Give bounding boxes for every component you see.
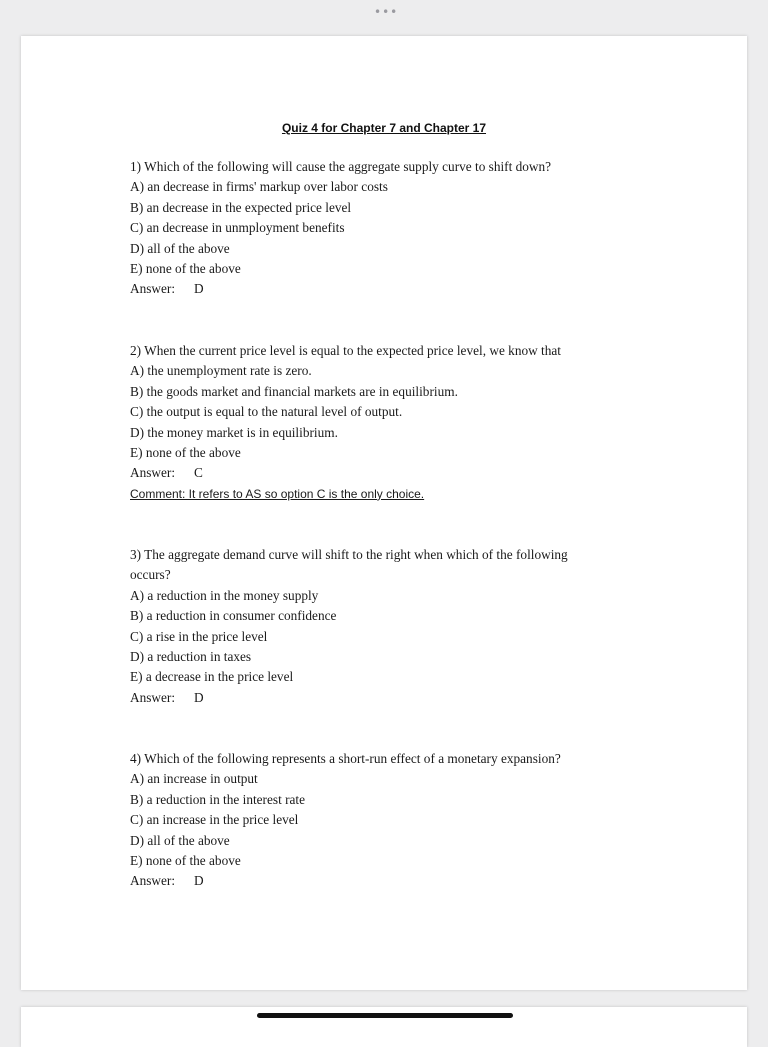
option-b: B) the goods market and financial markets are in equilibrium. — [130, 383, 458, 399]
option-e: E) none of the above — [130, 853, 241, 869]
option-b: B) an decrease in the expected price level — [130, 199, 352, 215]
option-d: D) a reduction in taxes — [130, 649, 252, 665]
question-2 — [130, 341, 630, 504]
question-1 — [130, 157, 630, 300]
question-stem: 4) Which of the following represents a short-run effect of a monetary expansion? — [130, 751, 561, 766]
answer-label: Answer: — [130, 689, 176, 705]
answer-row — [130, 871, 630, 891]
question-4 — [130, 749, 630, 892]
option-e: E) a decrease in the price level — [130, 669, 294, 685]
answer-label: Answer: — [130, 873, 176, 889]
answer-row — [130, 463, 630, 483]
answer-label: Answer: — [130, 465, 176, 481]
question-3 — [130, 545, 630, 708]
answer-label: Answer: — [130, 281, 176, 297]
document-title: Quiz 4 for Chapter 7 and Chapter 17 — [281, 121, 487, 135]
option-c: C) an decrease in unmployment benefits — [130, 220, 345, 236]
answer-value: D — [194, 281, 204, 297]
option-e: E) none of the above — [130, 261, 241, 277]
home-indicator[interactable] — [257, 1013, 513, 1018]
option-a: A) an increase in output — [130, 771, 258, 787]
document-page — [21, 36, 747, 990]
answer-comment: Comment: It refers to AS so option C is the only choice. — [130, 486, 425, 501]
option-d: D) all of the above — [130, 832, 230, 848]
option-c: C) the output is equal to the natural level of output. — [130, 404, 403, 420]
answer-row — [130, 279, 630, 299]
option-a: A) an decrease in firms' markup over labor costs — [130, 179, 388, 195]
option-d: D) all of the above — [130, 240, 230, 256]
more-options-icon[interactable]: ••• — [374, 5, 399, 19]
option-c: C) a rise in the price level — [130, 628, 268, 644]
answer-value: D — [194, 873, 204, 889]
question-stem: 2) When the current price level is equal to the expected price level, we know that — [130, 343, 561, 358]
question-stem-line-1: 3) The aggregate demand curve will shift to the right when which of the following — [130, 547, 568, 562]
option-a: A) a reduction in the money supply — [130, 587, 319, 603]
option-a: A) the unemployment rate is zero. — [130, 363, 312, 379]
answer-value: D — [194, 689, 204, 705]
option-b: B) a reduction in consumer confidence — [130, 608, 337, 624]
option-c: C) an increase in the price level — [130, 812, 299, 828]
question-stem-line-2: occurs? — [130, 567, 171, 583]
question-stem: 1) Which of the following will cause the aggregate supply curve to shift down? — [130, 159, 552, 174]
option-b: B) a reduction in the interest rate — [130, 791, 306, 807]
option-e: E) none of the above — [130, 445, 241, 461]
option-d: D) the money market is in equilibrium. — [130, 424, 338, 440]
answer-row — [130, 688, 630, 708]
answer-value: C — [194, 465, 203, 481]
